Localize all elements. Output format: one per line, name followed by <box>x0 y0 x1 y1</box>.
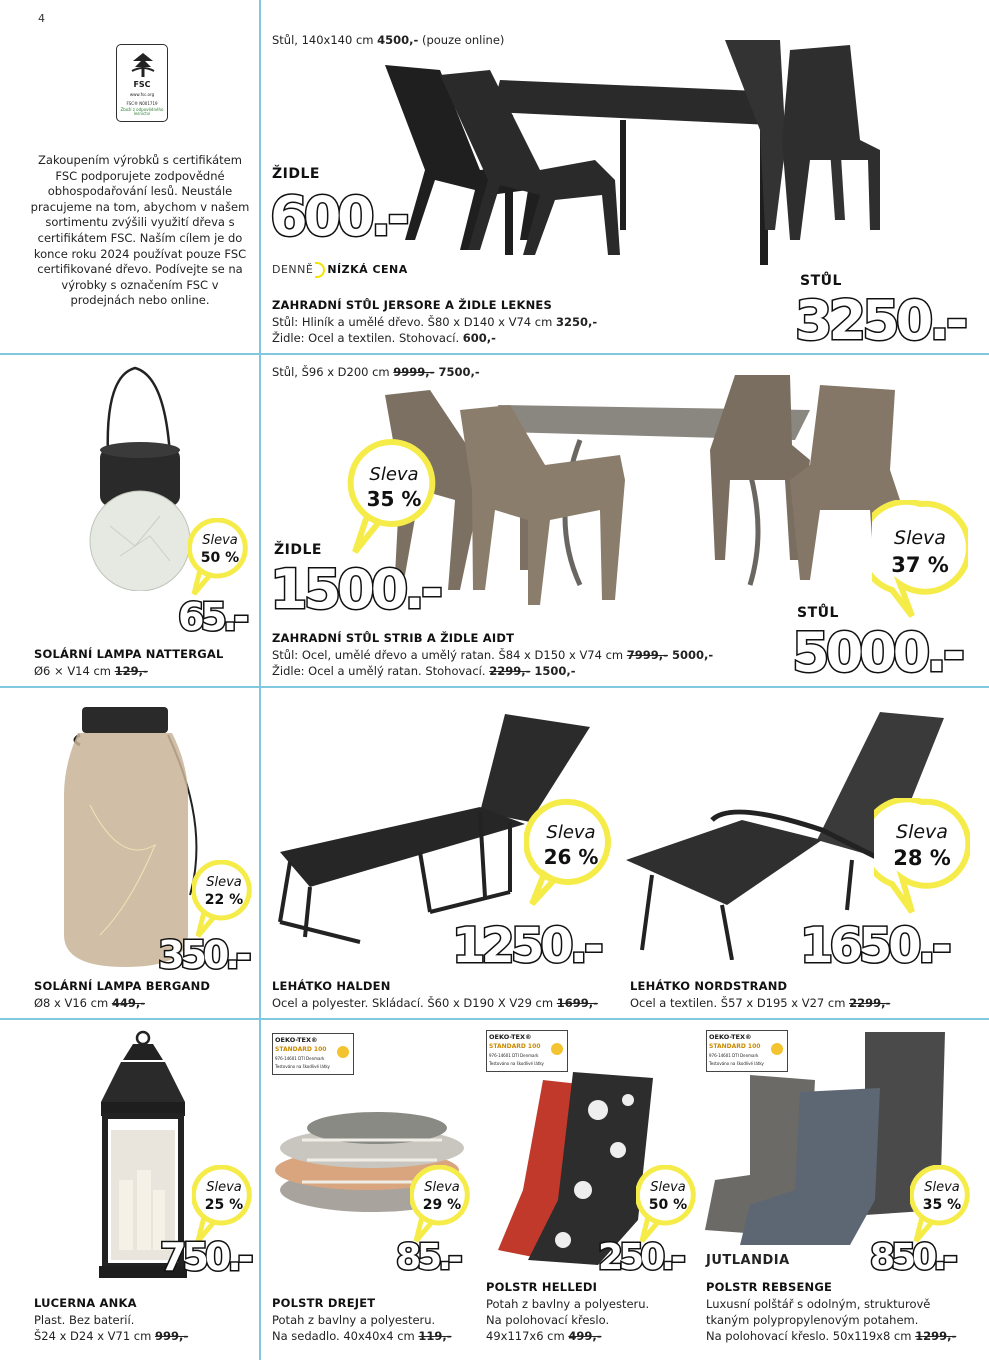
strib-top-old: 9999,- <box>393 365 435 379</box>
helledi-name: POLSTR HELLEDI <box>486 1280 598 1294</box>
drejet-badge-pct: 29 % <box>422 1197 462 1213</box>
fsc-info-text: Zakoupením výrobků s certifikátem FSC podporujete zodpovědné obhospodařování lesů. Neustále pracujeme na tom, abychom v našem sortimentu zvýšili využití dřeva s certifikátem FSC. Naším cílem je do konce roku 2024 používat pouze FSC certifikované dřevo. Podívejte se na výrobky s označením FSC v prodejnách nebo online. <box>30 153 250 308</box>
divider-row-1 <box>0 353 989 355</box>
rebsenge-desc-text: Na polohovací křeslo. 50x119x8 cm <box>706 1329 916 1343</box>
nattergal-desc <box>34 663 148 679</box>
strib-chair-badge-pct: 35 % <box>366 487 422 511</box>
nattergal-desc-text: Ø6 × V14 cm <box>34 664 115 678</box>
helledi-line-1: Potah z bavlny a polyesteru. <box>486 1297 650 1311</box>
helledi-line-2: Na polohovací křeslo. <box>486 1313 610 1327</box>
strib-top-new: 7500,- <box>434 365 480 379</box>
anka-desc <box>34 1328 188 1344</box>
jersore-line-1-text: Stůl: Hliník a umělé dřevo. Š80 x D140 x V74 cm <box>272 315 556 329</box>
strib-top-prefix: Stůl, Š96 x D200 cm <box>272 365 394 379</box>
oeko-note: Testováno na škodlivé látky <box>709 1061 764 1066</box>
jersore-product-name: ZAHRADNÍ STŮL JERSORE A ŽIDLE LEKNES <box>272 298 552 312</box>
oeko-title: OEKO-TEX® <box>275 1036 318 1044</box>
rebsenge-desc <box>706 1328 956 1344</box>
jersore-top-price: 4500,- <box>377 33 419 47</box>
anka-desc-text: Š24 x D24 x V71 cm <box>34 1329 155 1343</box>
nattergal-badge-word: Sleva <box>202 533 238 548</box>
fsc-tree-icon <box>130 51 156 79</box>
drejet-desc <box>272 1328 452 1344</box>
helledi-desc <box>486 1328 602 1344</box>
halden-badge-word: Sleva <box>546 822 596 843</box>
nattergal-old-price: 129,- <box>114 664 148 678</box>
helledi-discount-badge <box>636 1165 696 1245</box>
rebsenge-line-1: Luxusní polštář s odolným, strukturově <box>706 1297 931 1311</box>
nattergal-discount-badge <box>188 518 248 598</box>
oeko-sun-icon <box>337 1046 349 1058</box>
halden-old-price: 1699,- <box>556 996 598 1010</box>
jersore-line-1 <box>272 314 597 330</box>
nordstrand-discount-badge <box>874 798 970 918</box>
anka-badge-pct: 25 % <box>204 1197 244 1213</box>
halden-discount-badge <box>524 798 614 908</box>
strib-chair-badge-word: Sleva <box>369 464 419 485</box>
oeko-code: 976-14601 DTI Denmark <box>489 1053 539 1058</box>
rebsenge-discount-badge <box>910 1165 970 1245</box>
oeko-title: OEKO-TEX® <box>489 1033 532 1041</box>
halden-badge-pct: 26 % <box>543 845 599 869</box>
fsc-logo-url: www.fsc.org <box>129 92 155 97</box>
jersore-top-suffix: (pouze online) <box>418 33 505 47</box>
strib-table-discount-badge <box>872 500 968 620</box>
rebsenge-badge-pct: 35 % <box>922 1197 962 1213</box>
drejet-old-price: 119,- <box>418 1329 452 1343</box>
bergand-lamp-image <box>60 705 210 970</box>
strib-line-1 <box>272 647 713 663</box>
strib-line-1-text: Stůl: Ocel, umělé dřevo a umělý ratan. Š84 x D150 x V74 cm <box>272 648 627 662</box>
nordstrand-desc <box>630 995 890 1011</box>
nordstrand-name: LEHÁTKO NORDSTRAND <box>630 979 788 993</box>
page-number: 4 <box>38 12 45 25</box>
oeko-subtitle: STANDARD 100 <box>489 1043 541 1050</box>
denne-prefix: DENNĚ <box>272 263 314 276</box>
anka-name: LUCERNA ANKA <box>34 1296 137 1310</box>
drejet-discount-badge <box>410 1165 470 1245</box>
strib-product-name: ZAHRADNÍ STŮL STRIB A ŽIDLE AIDT <box>272 631 515 645</box>
strib-chair-price: 1500.- <box>270 558 440 621</box>
strib-line-1-old: 7999,- <box>626 648 668 662</box>
nattergal-lamp-image <box>80 366 200 591</box>
bergand-badge-pct: 22 % <box>204 892 244 908</box>
strib-table-label: STŮL <box>797 605 839 621</box>
denne-label: NÍZKÁ CENA <box>327 263 408 276</box>
oeko-subtitle: STANDARD 100 <box>275 1046 327 1053</box>
strib-line-2-text: Židle: Ocel a umělý ratan. Stohovací. <box>272 664 490 678</box>
fsc-logo <box>116 44 168 122</box>
jutlandia-brand: JUTLANDIA <box>706 1253 790 1268</box>
oeko-code: 976-14601 DTI Denmark <box>275 1056 325 1061</box>
divider-row-2 <box>0 686 989 688</box>
denne-arc-icon <box>315 262 325 278</box>
nordstrand-badge-word: Sleva <box>896 821 948 843</box>
oeko-title: OEKO-TEX® <box>709 1033 752 1041</box>
drejet-price: 85.- <box>396 1237 459 1278</box>
strib-line-2 <box>272 663 576 679</box>
fsc-logo-code: FSC® N001719 <box>126 101 158 106</box>
helledi-badge-word: Sleva <box>650 1180 686 1195</box>
helledi-old-price: 499,- <box>568 1329 602 1343</box>
jersore-chair-label: ŽIDLE <box>272 166 320 182</box>
nattergal-price: 65.- <box>178 595 246 639</box>
anka-badge-word: Sleva <box>206 1180 242 1195</box>
jersore-chair-price: 600.- <box>270 185 406 248</box>
strib-set-image <box>380 370 910 610</box>
strib-table-badge-pct: 37 % <box>891 553 949 577</box>
oeko-tex-label-helledi <box>486 1030 568 1072</box>
nordstrand-badge-pct: 28 % <box>893 846 951 870</box>
strib-line-1-new: 5000,- <box>667 648 714 662</box>
nattergal-badge-pct: 50 % <box>200 550 240 566</box>
jersore-top-prefix: Stůl, 140x140 cm <box>272 33 378 47</box>
strib-table-price: 5000.- <box>792 621 962 684</box>
strib-chair-label: ŽIDLE <box>274 542 322 558</box>
helledi-badge-pct: 50 % <box>648 1197 688 1213</box>
rebsenge-name: POLSTR REBSENGE <box>706 1280 833 1294</box>
nordstrand-desc-text: Ocel a textilen. Š57 x D195 x V27 cm <box>630 996 850 1010</box>
nordstrand-old-price: 2299,- <box>849 996 891 1010</box>
bergand-old-price: 449,- <box>111 996 145 1010</box>
drejet-line-1: Potah z bavlny a polyesteru. <box>272 1313 436 1327</box>
helledi-desc-text: 49x117x6 cm <box>486 1329 569 1343</box>
jersore-line-2-text: Židle: Ocel a textilen. Stohovací. <box>272 331 463 345</box>
bergand-discount-badge <box>192 860 252 940</box>
oeko-sun-icon <box>551 1043 563 1055</box>
rebsenge-price: 850.- <box>870 1237 954 1278</box>
strib-chair-discount-badge <box>347 438 437 558</box>
fsc-logo-text: FSC <box>133 80 151 89</box>
oeko-code: 976-14601 DTI Denmark <box>709 1053 759 1058</box>
halden-desc <box>272 995 598 1011</box>
bergand-price: 350.- <box>158 933 248 977</box>
anka-price: 750.- <box>160 1235 250 1279</box>
drejet-desc-text: Na sedadlo. 40x40x4 cm <box>272 1329 419 1343</box>
strib-line-2-new: 1500,- <box>530 664 576 678</box>
fsc-logo-sub: Zboží z odpovědného lesnictví <box>120 107 164 117</box>
oeko-note: Testováno na škodlivé látky <box>275 1064 330 1069</box>
rebsenge-old-price: 1299,- <box>915 1329 957 1343</box>
drejet-name: POLSTR DREJET <box>272 1296 376 1310</box>
jersore-table-label: STŮL <box>800 273 842 289</box>
jersore-line-2 <box>272 330 496 346</box>
drejet-badge-word: Sleva <box>424 1180 460 1195</box>
anka-old-price: 999,- <box>155 1329 189 1343</box>
bergand-desc <box>34 995 145 1011</box>
denne-nizka-cena-logo <box>272 262 408 278</box>
oeko-note: Testováno na škodlivé látky <box>489 1061 544 1066</box>
jersore-set-image <box>380 30 890 265</box>
anka-discount-badge <box>192 1165 252 1245</box>
bergand-badge-word: Sleva <box>206 875 242 890</box>
halden-price: 1250.- <box>452 918 600 974</box>
divider-col <box>259 0 261 1360</box>
strib-line-2-old: 2299,- <box>489 664 531 678</box>
jersore-line-2-price: 600,- <box>462 331 496 345</box>
halden-desc-text: Ocel a polyester. Skládací. Š60 x D190 X V29 cm <box>272 996 557 1010</box>
bergand-desc-text: Ø8 x V16 cm <box>34 996 112 1010</box>
jersore-line-1-price: 3250,- <box>555 315 598 329</box>
helledi-price: 250.- <box>598 1237 682 1278</box>
oeko-tex-label-drejet <box>272 1033 354 1075</box>
anka-line-1: Plast. Bez baterií. <box>34 1313 135 1327</box>
nordstrand-price: 1650.- <box>800 918 948 974</box>
bergand-name: SOLÁRNÍ LAMPA BERGAND <box>34 979 211 993</box>
rebsenge-badge-word: Sleva <box>924 1180 960 1195</box>
oeko-subtitle: STANDARD 100 <box>709 1043 761 1050</box>
jersore-table-price: 3250.- <box>795 289 965 352</box>
strib-table-badge-word: Sleva <box>894 527 946 549</box>
halden-name: LEHÁTKO HALDEN <box>272 979 391 993</box>
nattergal-name: SOLÁRNÍ LAMPA NATTERGAL <box>34 647 224 661</box>
divider-row-3 <box>0 1018 989 1020</box>
rebsenge-line-2: tkaným polypropylenovým potahem. <box>706 1313 919 1327</box>
